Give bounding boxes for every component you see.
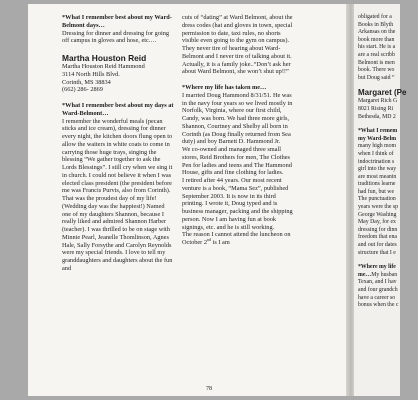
answer-text: I married Doug Hammond 8/31/51. He was in the navy four years so we lived mostly in Norfolk, Virginia, where our first child, Candy, was born. We had three more girls, Shannon, Courtney and Shelby all born in Corinth (as Doug finally returned from Sea duty) and boy Barnett D. Hammond Jr. bbox=[182, 91, 293, 146]
page-number: 78 bbox=[206, 386, 212, 392]
question-heading: my Ward-Belm bbox=[358, 135, 397, 142]
book-gutter bbox=[346, 4, 354, 396]
text-line: have a career so bbox=[358, 294, 396, 301]
text-line: had fun, but we bbox=[358, 188, 395, 195]
text-line: indoctrination s bbox=[358, 158, 395, 165]
left-page bbox=[28, 4, 346, 396]
right-page-column bbox=[358, 14, 418, 310]
answer-text: I remember the wonderful meals (pecan sticks and ice cream), dressing for dinner every night, the kitchen doors flung open to allow the waiters in white coats to come in carrying those huge trays, singing the blessing “We gather together to ask the Lords Blessings”. I still cry when we sing it in church. I could not believe it when I was elected class president (the president before me was Francis Purvis, also from Corinth). That was the proudest day of my life! (Wedding day was the happiest!) Named one of my daughters Shannon, because I really liked and admired Shannon Harber (teacher). I was thrilled to be on stage with Minnie Pearl, Jeanelle Thomlinson, Agnes Hale, Sally Forsythe and Carolyn Reynolds were my special friends. I love to tell my granddaughters and daughters about the fun and bbox=[62, 117, 173, 272]
text-line: freedom that ena bbox=[358, 234, 397, 241]
question-heading: *What I remember best about my days at Ward-Belmont… bbox=[62, 102, 174, 117]
address-line: 3114 North Hills Blvd. bbox=[62, 70, 120, 78]
answer-paragraph: I retired after 44 years. Our most recent venture is a book, “Mama Sez”, published September 2003. It is now in its third printing. I wrote it, Doug typed and is business manager, packing and the shipping person. Now I am having fun at book signings, etc. and he is still working. bbox=[182, 177, 293, 231]
text-line: traditions learne bbox=[358, 181, 396, 188]
text-line: when I think of bbox=[358, 150, 394, 157]
text-line: and out for dates bbox=[358, 242, 397, 249]
text-line: are most meanin bbox=[358, 173, 397, 180]
text-line: Books in Blyth bbox=[358, 21, 394, 28]
right-page bbox=[354, 4, 407, 396]
column-left bbox=[62, 14, 174, 273]
text-line: structure that I e bbox=[358, 249, 396, 256]
alumna-name: Margaret (Pe bbox=[358, 88, 407, 98]
text-line: book. There wo bbox=[358, 67, 395, 74]
text-line: years were the sp bbox=[358, 204, 399, 211]
column-right bbox=[182, 14, 298, 247]
address-line: Martha Houston Reid Hammond bbox=[62, 63, 145, 70]
question-heading: *Where my life bbox=[358, 264, 396, 271]
text-line: The punctuation bbox=[358, 196, 396, 203]
text-line: his start. He is a bbox=[358, 44, 396, 51]
question-heading: *What I remem bbox=[358, 128, 398, 135]
address-line: Bethesda, MD 2 bbox=[358, 113, 396, 120]
question-heading: *Where my life has taken me… bbox=[182, 84, 267, 91]
question-heading: *What I remember best about my Ward-Belmont days… bbox=[62, 14, 172, 29]
alumna-name: Martha Houston Reid bbox=[62, 53, 147, 63]
address-line: 8021 Rising Ri bbox=[358, 105, 394, 112]
text-line: bonus when the c bbox=[358, 302, 399, 309]
text-line: and four grandch bbox=[358, 287, 398, 293]
text-line: girl into the way bbox=[358, 166, 397, 173]
text-line: Arkansas on the bbox=[358, 29, 396, 36]
text-line: George Washing bbox=[358, 211, 397, 218]
text-line: obligated for a bbox=[358, 14, 392, 20]
text-line: May Day, for ex bbox=[358, 219, 396, 226]
text-line: me…My husban bbox=[358, 271, 398, 278]
text-line: dressing for dinn bbox=[358, 226, 398, 233]
answer-text-continued: cuts of “dating” at Ward Belmont, about the dress codes (hat and gloves in town, special permission to date, taxi rules, no shorts visible even going to the gym on campus). They never tire of hearing about Ward-Belmont and I never tire of talking about it. Actually, it is a family joke..“Don’t ask her about Ward Belmont, she won’t shut up!!” bbox=[182, 14, 293, 76]
address-line: Corinth, MS 38834 bbox=[62, 78, 111, 86]
text-line: book more than bbox=[358, 36, 395, 43]
text-line: Texan, and I hav bbox=[358, 279, 397, 286]
address-line: Margaret Rich G bbox=[358, 98, 398, 105]
answer-paragraph: We co-owned and managed three small stores, Reid Brothers for men, The Clothes Pen for ladies and teens and The Hammond House, gifts and fine clothing for ladies. bbox=[182, 146, 292, 177]
text-line: but Doug said “ bbox=[358, 74, 395, 81]
phone-line: (662) 286- 2869 bbox=[62, 86, 103, 94]
answer-paragraph: The reason I cannot attend the luncheon on October 2nd is I am bbox=[182, 231, 291, 246]
text-line: Belmont is men bbox=[358, 59, 395, 66]
answer-text: Dressing for dinner and dressing for going off campus in gloves and hose, etc.… bbox=[62, 29, 170, 45]
text-line: many high mom bbox=[358, 143, 396, 150]
text-line: are a real scribb bbox=[358, 51, 395, 58]
